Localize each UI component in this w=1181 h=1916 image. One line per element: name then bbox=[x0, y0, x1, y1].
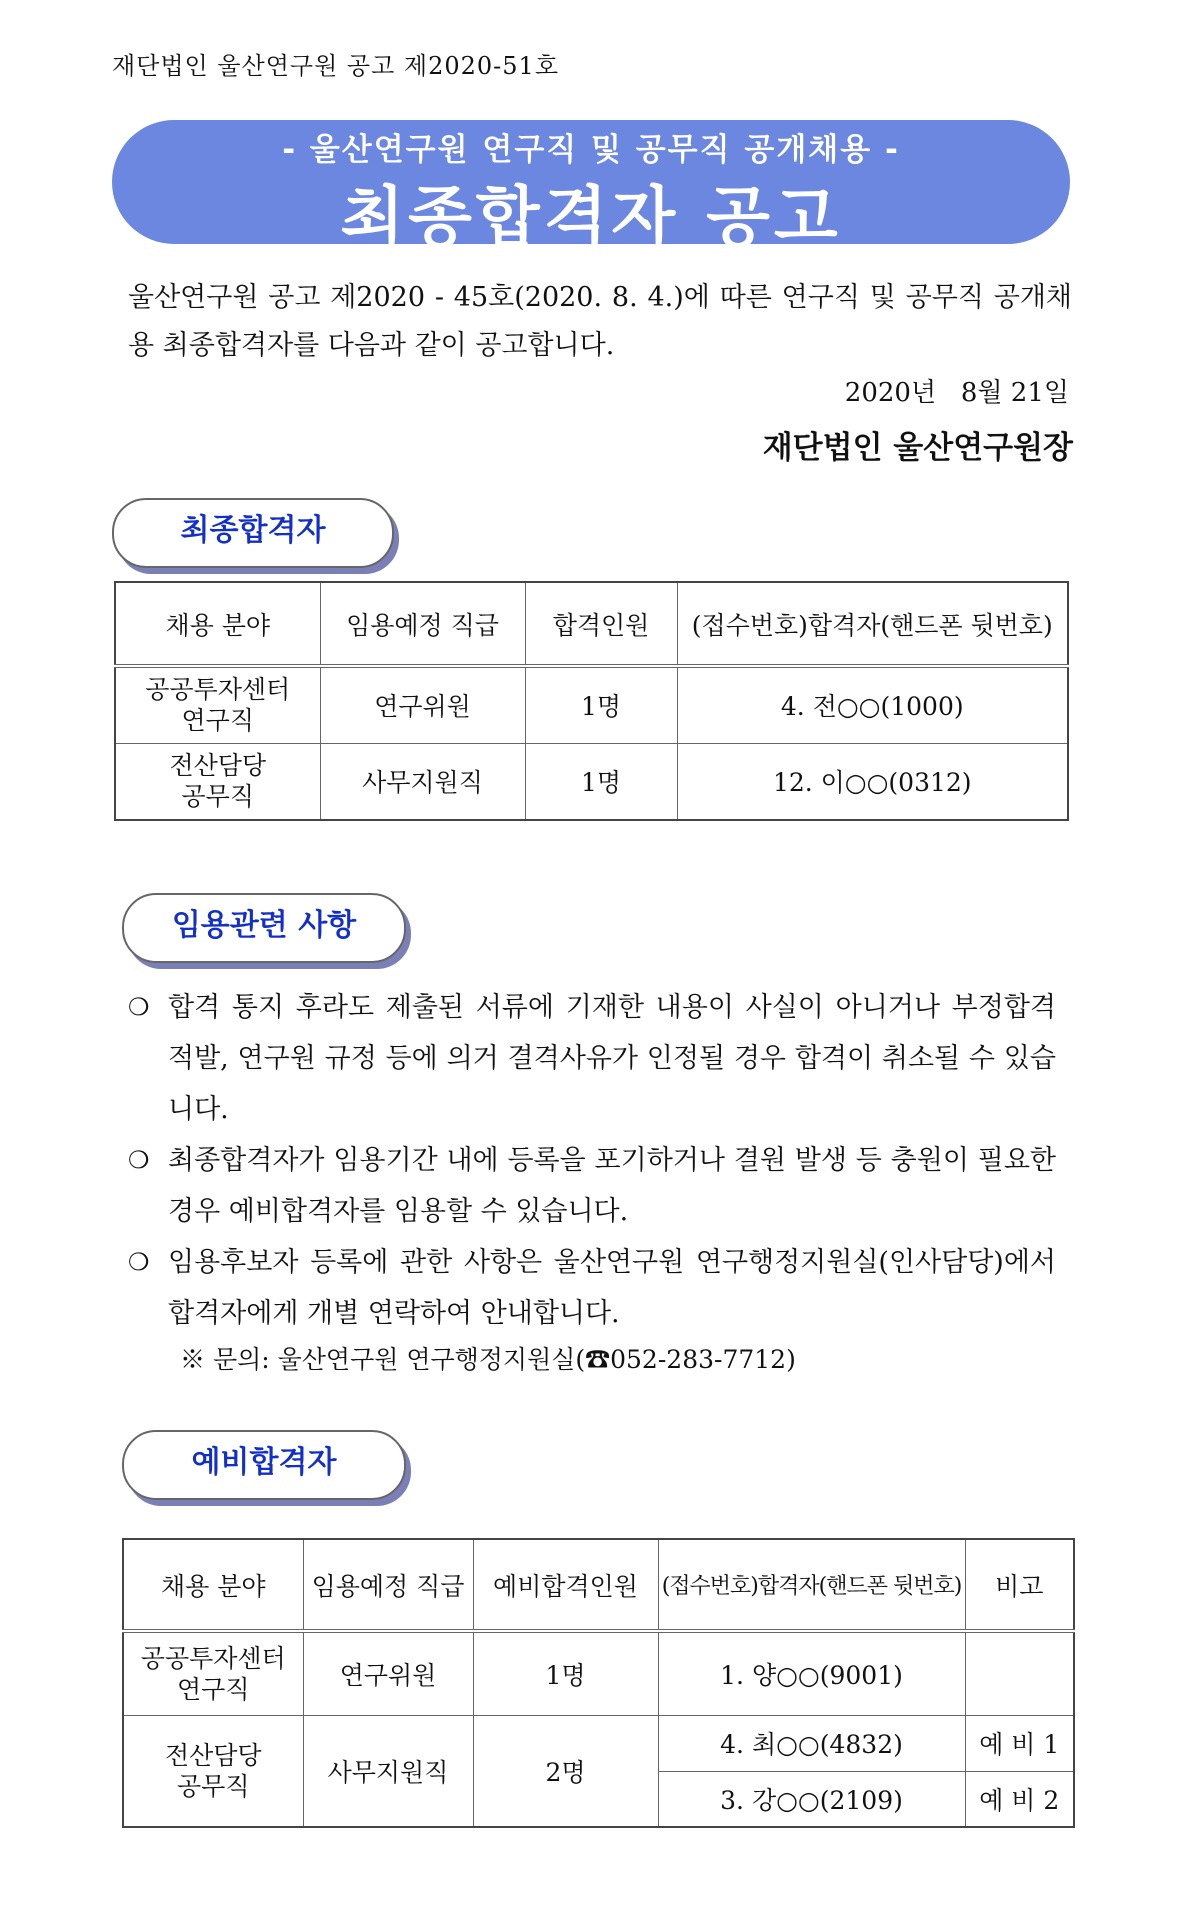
appointment-section-heading bbox=[122, 893, 406, 963]
contact-info: ※ 문의: 울산연구원 연구행정지원실(☎052-283-7712) bbox=[180, 1345, 796, 1374]
circle-bullet-icon: ❍ bbox=[128, 1248, 150, 1276]
column-header: 임용예정 직급 bbox=[320, 582, 525, 666]
reserve-results-table bbox=[122, 1538, 1075, 1828]
rank-cell: 연구위원 bbox=[303, 1631, 473, 1715]
table-row bbox=[115, 666, 1068, 743]
person-cell: 4. 최○○(4832) bbox=[658, 1715, 965, 1771]
banner-subtitle: - 울산연구원 연구직 및 공무직 공개채용 - bbox=[282, 132, 900, 168]
issuer-name: 재단법인 울산연구원장 bbox=[762, 430, 1073, 466]
field-cell: 전산담당 공무직 bbox=[123, 1715, 303, 1827]
announcement-date: 2020년 8월 21일 bbox=[844, 378, 1069, 408]
appointment-section-heading-label: 임용관련 사항 bbox=[171, 908, 357, 943]
reserve-section-heading bbox=[122, 1430, 406, 1500]
person-cell: 4. 전○○(1000) bbox=[677, 666, 1068, 743]
reserve-section-heading-label: 예비합격자 bbox=[191, 1445, 337, 1480]
note-cell: 예 비 1 bbox=[965, 1715, 1074, 1771]
column-header: 합격인원 bbox=[525, 582, 677, 666]
column-header: (접수번호)합격자(핸드폰 뒷번호) bbox=[677, 582, 1068, 666]
rank-cell: 사무지원직 bbox=[303, 1715, 473, 1827]
count-cell: 1명 bbox=[525, 743, 677, 820]
field-cell: 공공투자센터 연구직 bbox=[115, 666, 320, 743]
rank-cell: 연구위원 bbox=[320, 666, 525, 743]
note-text: 최종합격자가 임용기간 내에 등록을 포기하거나 결원 발생 등 충원이 필요한 경우 예비합격자를 임용할 수 있습니다. bbox=[168, 1145, 1056, 1227]
column-header: 임용예정 직급 bbox=[303, 1539, 473, 1631]
count-cell: 2명 bbox=[473, 1715, 658, 1827]
note-text: 임용후보자 등록에 관한 사항은 울산연구원 연구행정지원실(인사담당)에서 합격자에게 개별 연락하여 안내합니다. bbox=[168, 1247, 1056, 1329]
person-cell: 3. 강○○(2109) bbox=[658, 1771, 965, 1827]
list-item bbox=[128, 1237, 1056, 1339]
final-results-table bbox=[114, 581, 1069, 821]
column-header: 예비합격인원 bbox=[473, 1539, 658, 1631]
final-section-heading bbox=[112, 498, 394, 568]
note-cell: 예 비 2 bbox=[965, 1771, 1074, 1827]
count-cell: 1명 bbox=[473, 1631, 658, 1715]
field-cell: 공공투자센터 연구직 bbox=[123, 1631, 303, 1715]
person-cell: 1. 양○○(9001) bbox=[658, 1631, 965, 1715]
appointment-notes bbox=[128, 982, 1056, 1339]
circle-bullet-icon: ❍ bbox=[128, 993, 150, 1021]
table-header-row bbox=[123, 1539, 1074, 1631]
list-item bbox=[128, 1135, 1056, 1237]
field-cell: 전산담당 공무직 bbox=[115, 743, 320, 820]
column-header: 채용 분야 bbox=[115, 582, 320, 666]
circle-bullet-icon: ❍ bbox=[128, 1146, 150, 1174]
title-banner bbox=[112, 120, 1070, 256]
column-header: (접수번호)합격자(핸드폰 뒷번호) bbox=[658, 1539, 965, 1631]
column-header: 채용 분야 bbox=[123, 1539, 303, 1631]
table-row bbox=[123, 1715, 1074, 1771]
note-text: 합격 통지 후라도 제출된 서류에 기재한 내용이 사실이 아니거나 부정합격 적발, 연구원 규정 등에 의거 결격사유가 인정될 경우 합격이 취소될 수 있습니다. bbox=[168, 992, 1056, 1125]
banner-title: 최종합격자 공고 bbox=[340, 179, 842, 256]
notice-number: 재단법인 울산연구원 공고 제2020-51호 bbox=[112, 52, 560, 80]
column-header: 비고 bbox=[965, 1539, 1074, 1631]
note-cell bbox=[965, 1631, 1074, 1715]
count-cell: 1명 bbox=[525, 666, 677, 743]
rank-cell: 사무지원직 bbox=[320, 743, 525, 820]
list-item bbox=[128, 982, 1056, 1135]
person-cell: 12. 이○○(0312) bbox=[677, 743, 1068, 820]
table-row bbox=[115, 743, 1068, 820]
table-row bbox=[123, 1631, 1074, 1715]
final-section-heading-label: 최종합격자 bbox=[180, 513, 326, 548]
intro-paragraph: 울산연구원 공고 제2020 - 45호(2020. 8. 4.)에 따른 연구직 및 공무직 공개채용 최종합격자를 다음과 같이 공고합니다. bbox=[128, 282, 1072, 361]
table-header-row bbox=[115, 582, 1068, 666]
